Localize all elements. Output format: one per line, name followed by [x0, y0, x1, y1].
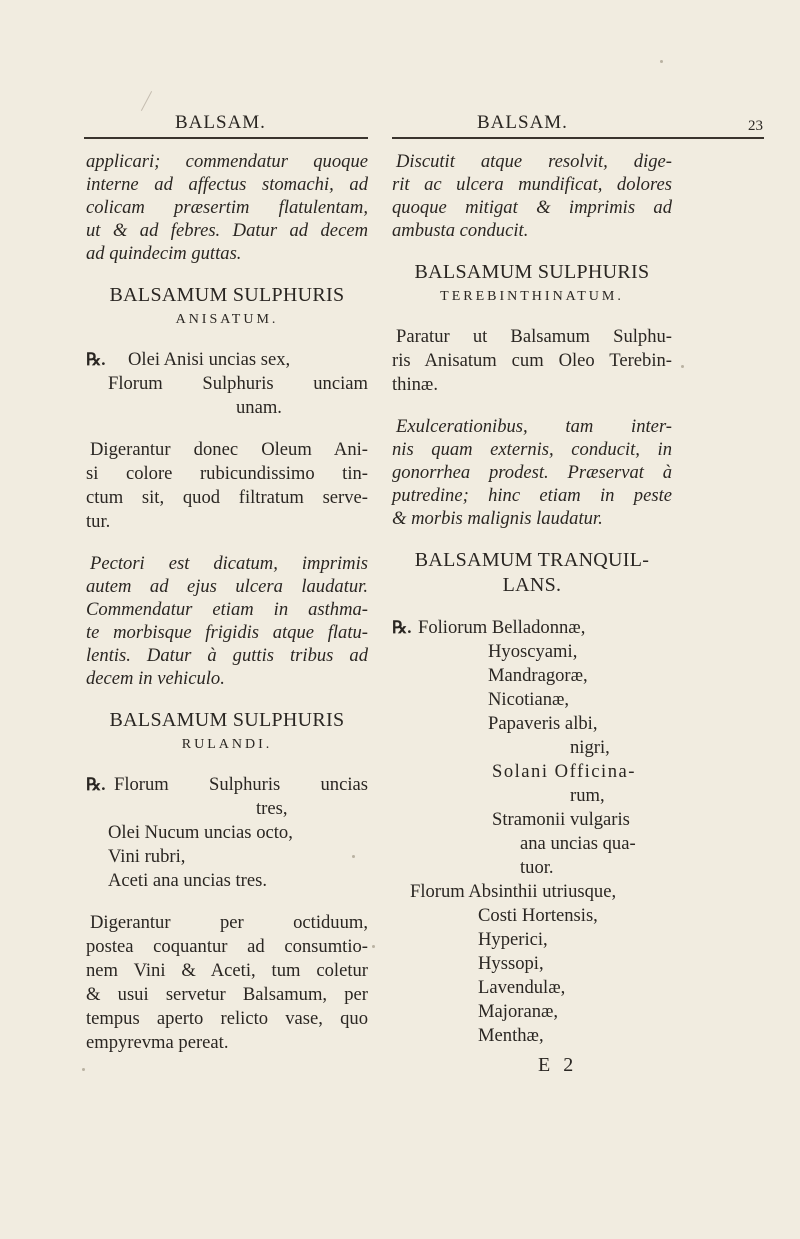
text-line: empyrevma pereat.	[86, 1032, 229, 1053]
ingredient-line: Hyoscyami,	[488, 641, 578, 662]
right-column	[392, 150, 672, 1048]
ingredient-line: Vini rubri,	[108, 846, 186, 867]
ingredient-line: unam.	[236, 397, 282, 418]
ingredient-line: Florum Absinthii utriusque,	[410, 881, 617, 902]
usage-anisatum	[86, 552, 368, 690]
page-number: 23	[748, 118, 763, 134]
ingredient-line: Hyssopi,	[478, 953, 544, 974]
ingredient-line: Majoranæ,	[478, 1001, 559, 1022]
ingredient-line: tres,	[256, 798, 288, 819]
text-line: Exulcerationibus, tam inter-	[396, 416, 672, 437]
ingredient-line: Hyperici,	[478, 929, 548, 950]
text-line: & usui servetur Balsamum, per	[86, 984, 368, 1005]
text-line: nem Vini & Aceti, tum coletur	[86, 960, 368, 981]
ingredient-line: Foliorum Belladonnæ,	[418, 617, 586, 638]
header-rule-right	[392, 137, 764, 139]
text-line: rit ac ulcera mundificat, dolores	[392, 174, 672, 195]
ingredient-line: Mandragoræ,	[488, 665, 588, 686]
paper-speck	[82, 1068, 85, 1071]
text-line: Paratur ut Balsamum Sulphu-	[396, 326, 672, 347]
text-line: & morbis malignis laudatur.	[392, 508, 603, 529]
text-line: lentis. Datur à guttis tribus ad	[86, 645, 368, 666]
text-line: tur.	[86, 511, 111, 532]
text-line: Discutit atque resolvit, dige-	[396, 151, 672, 172]
ingredient-line: Florum Sulphuris unciam	[108, 373, 368, 394]
section-title-rulandi: BALSAMUM SULPHURIS	[109, 709, 345, 731]
ingredient-line: Costi Hortensis,	[478, 905, 598, 926]
section-subtitle-rulandi: RULANDI.	[181, 737, 273, 752]
recipe-symbol: ℞.	[392, 618, 412, 637]
text-line: decem in vehiculo.	[86, 668, 225, 689]
ingredient-line: Stramonii vulgaris	[492, 809, 630, 830]
section-subtitle-terebinthinatum: TEREBINTHINATUM.	[440, 289, 624, 304]
text-line: Commendatur etiam in asthma-	[86, 599, 368, 620]
preparation-terebinthinatum	[392, 325, 672, 397]
signature-mark: E 2	[538, 1054, 578, 1076]
ingredient-line: Olei Nucum uncias octo,	[108, 822, 293, 843]
text-line: nis quam externis, conducit, in	[392, 439, 672, 460]
paper-speck	[681, 365, 684, 368]
text-line: applicari; commendatur quoque	[86, 151, 368, 172]
left-column	[86, 150, 368, 1055]
text-line: ad quindecim guttas.	[86, 243, 242, 264]
running-head-left: BALSAM.	[175, 112, 266, 133]
text-line: Pectori est dicatum, imprimis	[90, 553, 368, 574]
text-line: autem ad ejus ulcera laudatur.	[86, 576, 368, 597]
ingredient-line: ana uncias qua-	[520, 833, 636, 854]
text-line: gonorrhea prodest. Præservat à	[392, 462, 672, 483]
text-line: interne ad affectus stomachi, ad	[86, 174, 368, 195]
running-head-right: BALSAM.	[477, 112, 568, 133]
section-title-tranquillans: BALSAMUM TRANQUIL-	[414, 549, 650, 571]
text-line: ctum sit, quod filtratum serve-	[86, 487, 368, 508]
text-line: colicam præsertim flatulentam,	[86, 197, 368, 218]
paper-mark	[141, 91, 152, 111]
ingredient-line: Florum Sulphuris uncias	[114, 774, 368, 795]
text-line: postea coquantur ad consumtio-	[86, 936, 368, 957]
text-line: ris Anisatum cum Oleo Terebin-	[392, 350, 672, 371]
preparation-anisatum	[86, 438, 368, 534]
ingredient-line: Solani Officina-	[492, 761, 636, 782]
recipe-anisatum	[86, 348, 368, 420]
section-title-anisatum: BALSAMUM SULPHURIS	[109, 284, 345, 306]
text-line: Digerantur per octiduum,	[90, 912, 368, 933]
text-line: ambusta conducit.	[392, 220, 529, 241]
text-line: Digerantur donec Oleum Ani-	[90, 439, 368, 460]
ingredient-line: tuor.	[520, 857, 554, 878]
text-line: ut & ad febres. Datur ad decem	[86, 220, 368, 241]
recipe-rulandi	[86, 773, 368, 893]
text-line: te morbisque frigidis atque flatu-	[86, 622, 368, 643]
recipe-symbol: ℞.	[86, 350, 106, 369]
recipe-symbol: ℞.	[86, 775, 106, 794]
text-line: putredine; hinc etiam in peste	[392, 485, 672, 506]
paper-speck	[372, 945, 375, 948]
ingredient-line: nigri,	[570, 737, 610, 758]
text-line: thinæ.	[392, 374, 438, 395]
section-subtitle-anisatum: ANISATUM.	[175, 312, 279, 327]
text-line: quoque mitigat & imprimis ad	[392, 197, 672, 218]
text-line: si colore rubicundissimo tin-	[86, 463, 368, 484]
left-intro-paragraph	[86, 150, 368, 265]
ingredient-line: Menthæ,	[478, 1025, 544, 1046]
preparation-rulandi	[86, 911, 368, 1055]
ingredient-line: Papaveris albi,	[488, 713, 598, 734]
recipe-tranquillans	[392, 616, 672, 1048]
ingredient-line: Aceti ana uncias tres.	[108, 870, 268, 891]
text-line: tempus aperto relicto vase, quo	[86, 1008, 368, 1029]
ingredient-line: Olei Anisi uncias sex,	[128, 349, 291, 370]
section-title-terebinthinatum: BALSAMUM SULPHURIS	[414, 261, 650, 283]
paper-speck	[660, 60, 663, 63]
usage-terebinthinatum	[392, 415, 672, 530]
ingredient-line: rum,	[570, 785, 605, 806]
ingredient-line: Lavendulæ,	[478, 977, 566, 998]
paper-speck	[352, 855, 355, 858]
section-title-tranquillans-cont: LANS.	[502, 574, 562, 596]
ingredient-line: Nicotianæ,	[488, 689, 570, 710]
header-rule-left	[84, 137, 368, 139]
right-intro-paragraph	[392, 150, 672, 242]
